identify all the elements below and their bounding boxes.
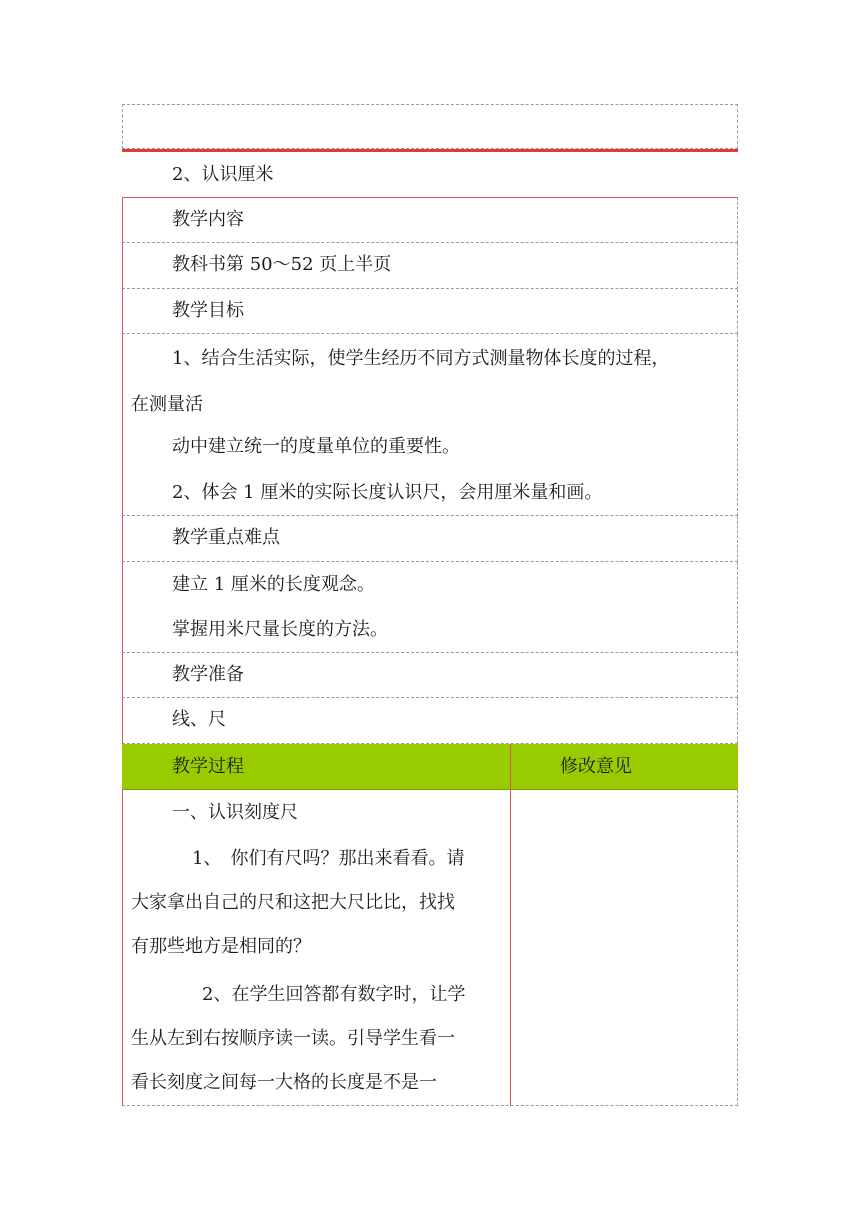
goal-line-3: 动中建立统一的度量单位的重要性。 bbox=[172, 436, 460, 457]
teaching-content-label: 教学内容 bbox=[172, 209, 244, 230]
process-p1-line3: 有那些地方是相同的？ bbox=[131, 936, 311, 957]
process-table-body bbox=[122, 790, 738, 1106]
teaching-goals-label: 教学目标 bbox=[172, 300, 244, 321]
header-empty-cell bbox=[122, 104, 738, 149]
process-p1-line2: 大家拿出自己的尺和这把大尺比比，找找 bbox=[131, 892, 455, 913]
process-step-title: 一、认识刻度尺 bbox=[172, 802, 298, 823]
key-points-label: 教学重点难点 bbox=[172, 527, 280, 548]
key-point-2: 掌握用米尺量长度的方法。 bbox=[172, 619, 388, 640]
row-key-points-header bbox=[122, 516, 738, 562]
goal-line-1: 1、结合生活实际，使学生经历不同方式测量物体长度的过程， bbox=[172, 348, 670, 369]
prep-label: 教学准备 bbox=[172, 664, 244, 685]
process-table-header bbox=[122, 744, 738, 790]
row-prep-header bbox=[122, 653, 738, 698]
teaching-content-value: 教科书第 50～52 页上半页 bbox=[172, 254, 392, 275]
row-prep-value bbox=[122, 698, 738, 744]
process-p2-line3: 看长刻度之间每一大格的长度是不是一 bbox=[131, 1072, 437, 1093]
row-teaching-goals-body bbox=[122, 334, 738, 516]
column-divider bbox=[510, 744, 511, 1106]
header-red-rule bbox=[122, 149, 738, 152]
row-teaching-content-value bbox=[122, 243, 738, 289]
section-title: 2、认识厘米 bbox=[172, 164, 274, 185]
prep-value: 线、尺 bbox=[172, 709, 226, 730]
row-teaching-content-header bbox=[122, 197, 738, 243]
process-p2-line2: 生从左到右按顺序读一读。引导学生看一 bbox=[131, 1028, 455, 1049]
process-p2-line1: 2、在学生回答都有数字时，让学 bbox=[202, 984, 466, 1005]
process-header-label: 教学过程 bbox=[172, 756, 244, 777]
process-p1-line1: 1、 你们有尺吗？那出来看看。请 bbox=[192, 848, 465, 869]
key-point-1: 建立 1 厘米的长度观念。 bbox=[172, 574, 375, 595]
goal-line-2: 在测量活 bbox=[131, 394, 203, 415]
revision-header-label: 修改意见 bbox=[560, 756, 632, 777]
goal-line-4: 2、体会 1 厘米的实际长度认识尺，会用厘米量和画。 bbox=[172, 482, 603, 503]
row-teaching-goals-header bbox=[122, 289, 738, 334]
row-key-points-body bbox=[122, 562, 738, 653]
